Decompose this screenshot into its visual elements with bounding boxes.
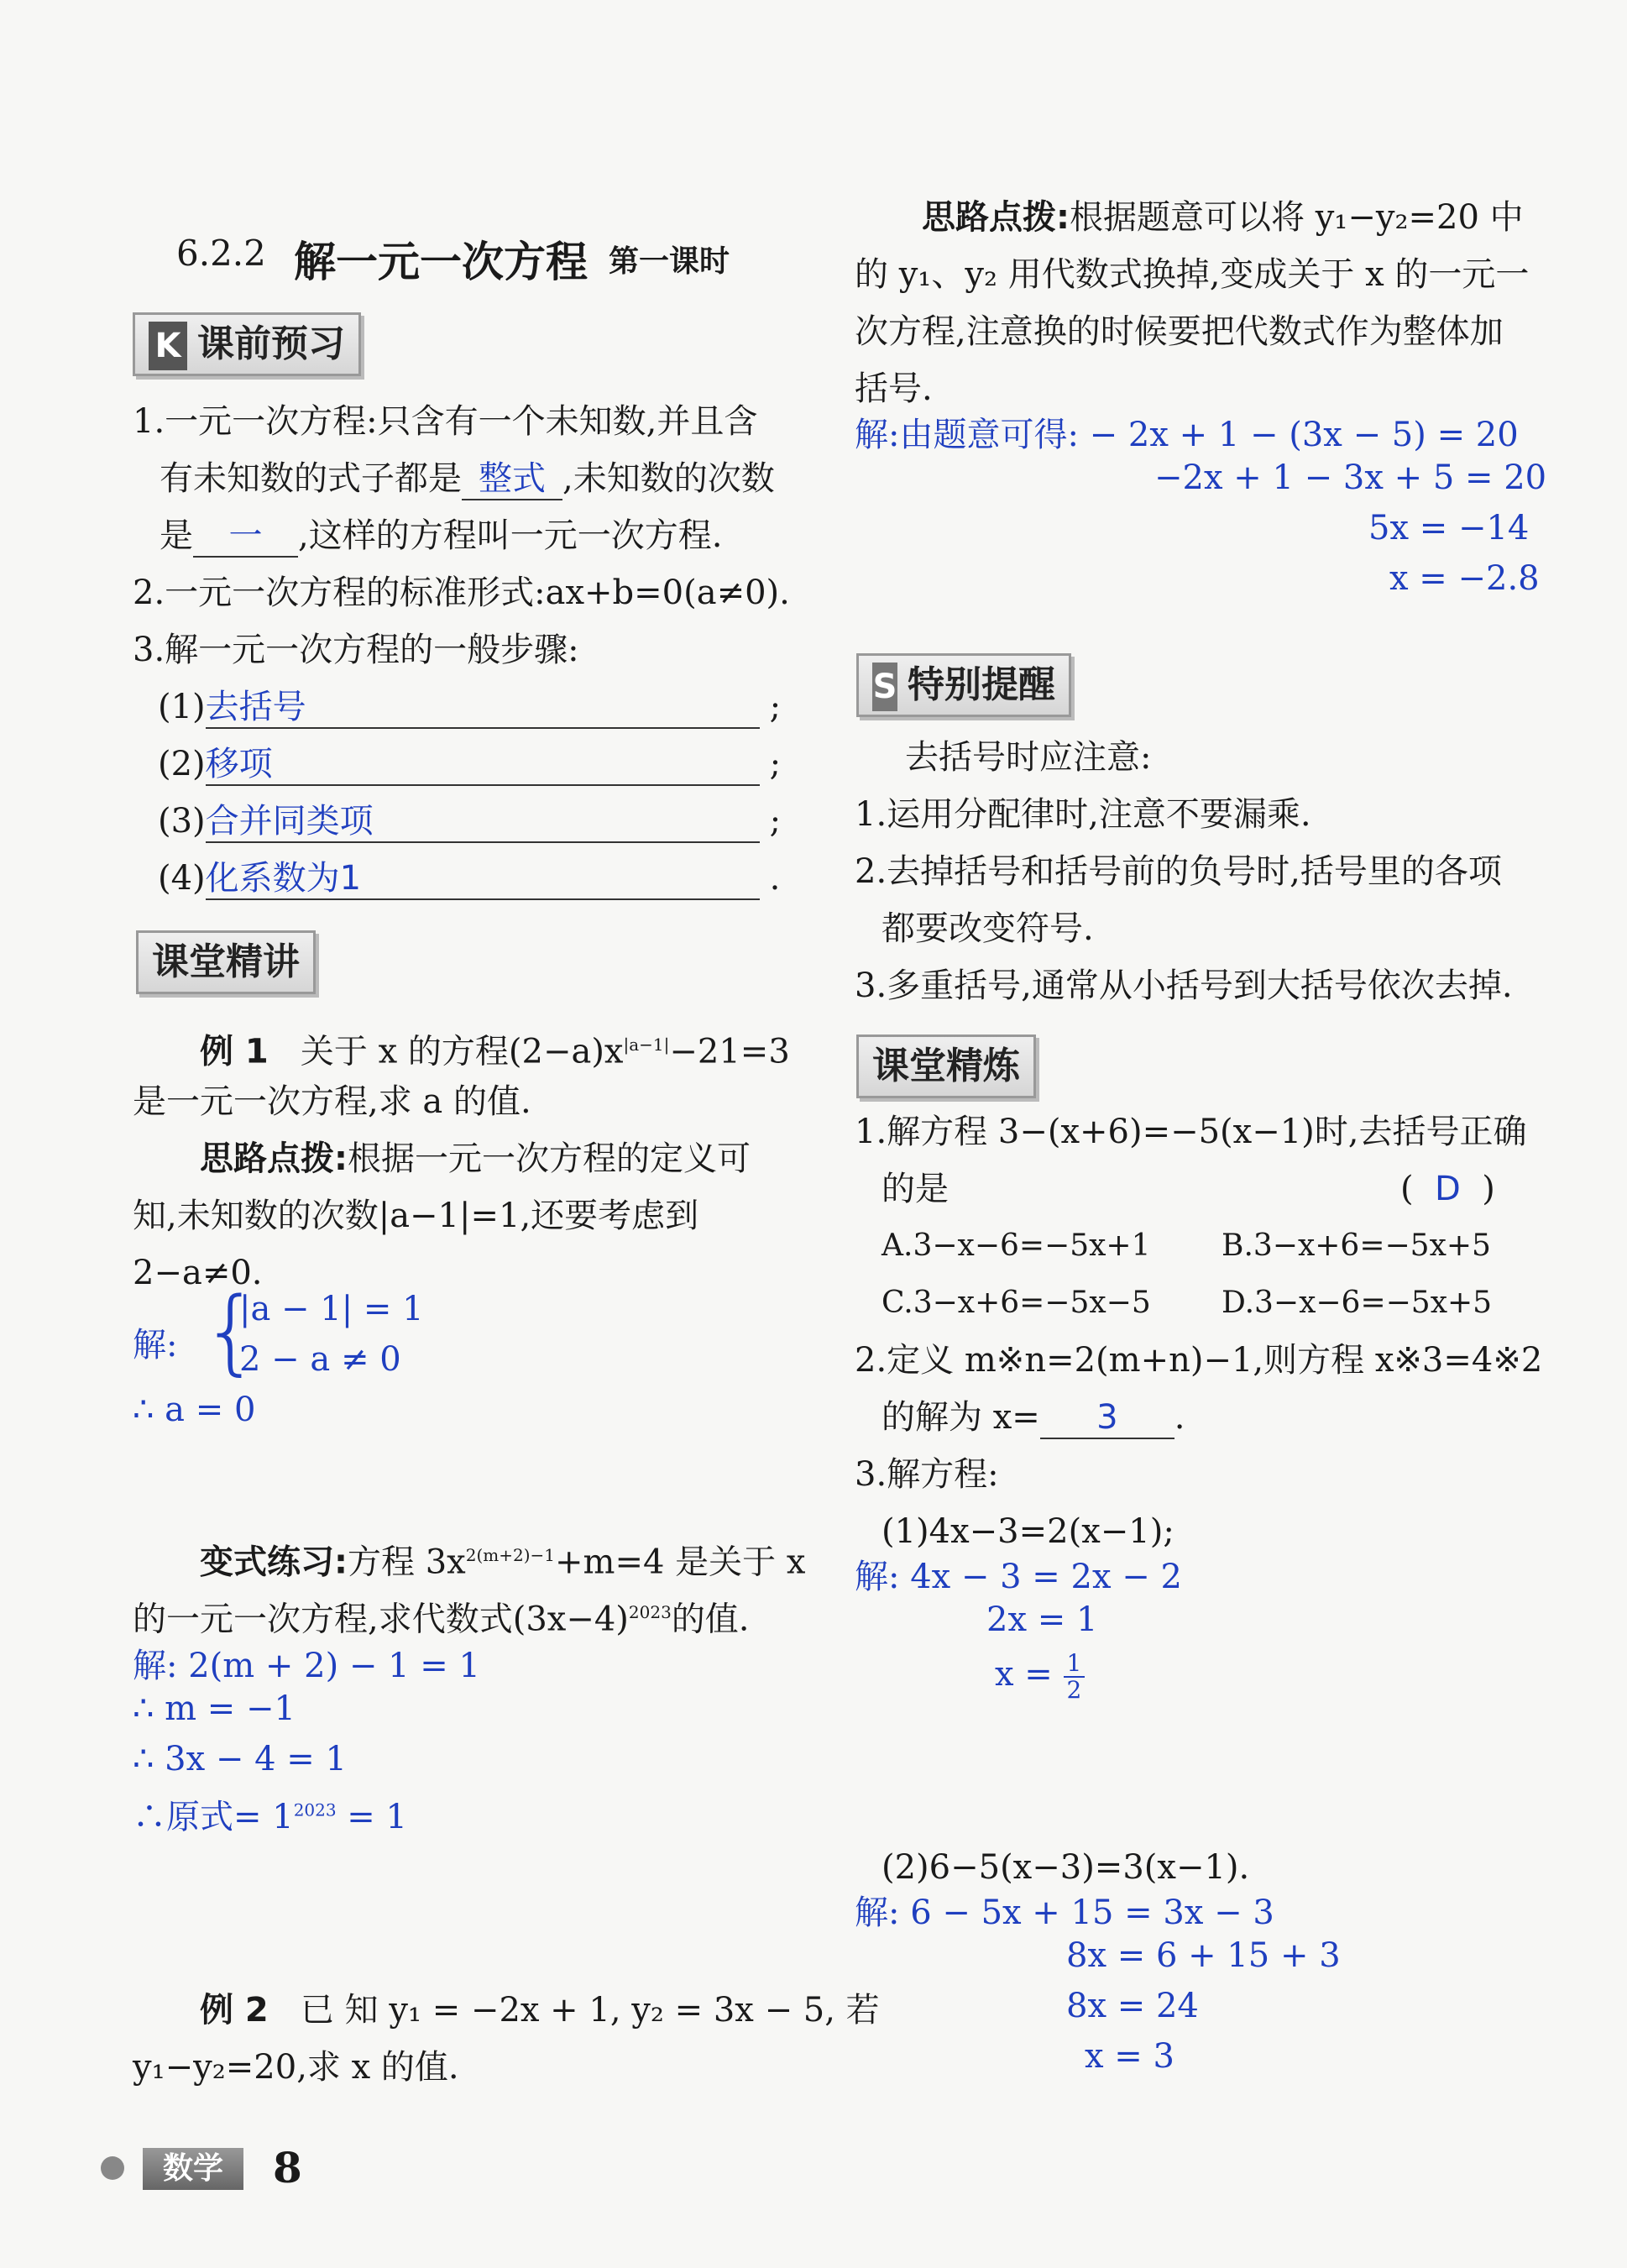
example1-hint-line2: 知,未知数的次数|a−1|=1,还要考虑到 bbox=[133, 1197, 699, 1235]
preview-q1-line3 bbox=[160, 516, 722, 558]
step-4 bbox=[158, 858, 780, 900]
right-hint-line2: 的 y₁、y₂ 用代数式换掉,变成关于 x 的一元一 bbox=[855, 255, 1530, 294]
p3-sol2-3: 8x = 24 bbox=[1066, 1987, 1199, 2025]
subject-badge: 数学 bbox=[143, 2148, 243, 2190]
brace-icon: { bbox=[201, 1277, 260, 1385]
p3-sol2-1: 解: 6 − 5x + 15 = 3x − 3 bbox=[855, 1893, 1274, 1932]
variant-exponent-2: 2023 bbox=[628, 1602, 672, 1622]
example1-solution-label: 解: bbox=[133, 1326, 178, 1364]
step-2-answer: 移项 bbox=[206, 744, 760, 786]
step-4-answer: 化系数为1 bbox=[206, 858, 760, 900]
example1-text: 关于 x 的方程(2−a)x bbox=[300, 1032, 624, 1071]
lesson-subtitle: 第一课时 bbox=[609, 244, 730, 279]
special-line-2: 2.去掉括号和括号前的负号时,括号里的各项 bbox=[855, 852, 1502, 891]
step-1-num: (1) bbox=[158, 688, 206, 726]
footer-dot-icon bbox=[101, 2156, 124, 2180]
frac-num: 1 bbox=[1064, 1651, 1086, 1678]
q1-text-b: 有未知数的式子都是 bbox=[160, 459, 462, 498]
s-icon: S bbox=[872, 663, 897, 711]
p3-sol1-2: 2x = 1 bbox=[986, 1600, 1098, 1639]
step-3 bbox=[158, 801, 781, 843]
example2-line1 bbox=[200, 1990, 880, 2030]
right-hint-text-1: 根据题意可以将 y₁−y₂=20 中 bbox=[1070, 198, 1524, 237]
p3-sol1-3-text: x = bbox=[995, 1655, 1053, 1694]
step-1-answer: 去括号 bbox=[206, 687, 760, 729]
example1-label: 例 1 bbox=[200, 1032, 269, 1071]
step-2 bbox=[158, 744, 781, 786]
fraction-one-half bbox=[1064, 1651, 1086, 1703]
right-sol-2: −2x + 1 − 3x + 5 = 20 bbox=[1154, 458, 1547, 497]
p3-sub1: (1)4x−3=2(x−1); bbox=[882, 1512, 1174, 1551]
variant-text-a: 方程 3x bbox=[348, 1543, 466, 1582]
p1-option-a: A.3−x−6=−5x+1 bbox=[882, 1228, 1151, 1263]
variant-sol-3: ∴ 3x − 4 = 1 bbox=[133, 1740, 347, 1778]
example2-text: 已 知 y₁ = −2x + 1, y₂ = 3x − 5, 若 bbox=[300, 1991, 880, 2030]
special-line-3: 都要改变符号. bbox=[882, 909, 1094, 948]
p1-answer: D bbox=[1435, 1170, 1461, 1208]
variant-text-b: +m=4 是关于 x bbox=[555, 1543, 806, 1582]
step-3-num: (3) bbox=[158, 802, 206, 841]
step-4-end: . bbox=[769, 859, 781, 898]
right-sol-4: x = −2.8 bbox=[1389, 559, 1540, 598]
p3-sol1-1: 解: 4x − 3 = 2x − 2 bbox=[855, 1558, 1182, 1596]
p1-option-b: B.3−x+6=−5x+5 bbox=[1222, 1228, 1491, 1263]
practice-header: 课堂精炼 bbox=[856, 1034, 1036, 1098]
preview-q3: 3.解一元一次方程的一般步骤: bbox=[133, 631, 579, 669]
right-sol-3: 5x = −14 bbox=[1368, 509, 1530, 547]
example1-result: ∴ a = 0 bbox=[133, 1391, 256, 1429]
variant-line2 bbox=[133, 1592, 750, 1639]
p2-line2 bbox=[882, 1397, 1185, 1439]
system-eq-1: |a − 1| = 1 bbox=[239, 1290, 424, 1328]
variant-text-c: 的一元一次方程,求代数式(3x−4) bbox=[133, 1600, 629, 1639]
p1-option-c: C.3−x+6=−5x−5 bbox=[882, 1286, 1151, 1320]
page-title: 解一元一次方程 bbox=[294, 238, 588, 286]
example1-line2: 是一元一次方程,求 a 的值. bbox=[133, 1082, 531, 1121]
q1-text-e: ,这样的方程叫一元一次方程. bbox=[298, 516, 723, 555]
special-header bbox=[856, 653, 1071, 717]
right-hint-line1 bbox=[922, 197, 1524, 238]
variant-sol-4 bbox=[133, 1790, 407, 1838]
p3-sol2-4: x = 3 bbox=[1085, 2037, 1174, 2076]
preview-q1-line2 bbox=[160, 458, 775, 500]
p3-line1: 3.解方程: bbox=[855, 1455, 999, 1494]
answer-yi: 一 bbox=[193, 516, 298, 558]
p3-sol1-3 bbox=[995, 1651, 1085, 1703]
special-line-4: 3.多重括号,通常从小括号到大括号依次去掉. bbox=[855, 966, 1513, 1005]
step-3-answer: 合并同类项 bbox=[206, 801, 760, 843]
variant-sol-2: ∴ m = −1 bbox=[133, 1689, 296, 1728]
p2-end: . bbox=[1174, 1398, 1185, 1437]
q1-text-c: ,未知数的次数 bbox=[562, 459, 775, 498]
preview-header bbox=[133, 312, 361, 376]
p1-line2: 的是 bbox=[882, 1170, 949, 1208]
step-1-end: ; bbox=[769, 688, 782, 726]
p1-line1: 1.解方程 3−(x+6)=−5(x−1)时,去括号正确 bbox=[855, 1113, 1527, 1151]
p3-sub2: (2)6−5(x−3)=3(x−1). bbox=[882, 1848, 1250, 1887]
special-header-label: 特别提醒 bbox=[908, 663, 1055, 706]
page-number: 8 bbox=[273, 2143, 302, 2192]
special-line-0: 去括号时应注意: bbox=[905, 738, 1152, 777]
step-2-num: (2) bbox=[158, 745, 206, 783]
p1-paren-close: ) bbox=[1482, 1170, 1495, 1208]
hint-label: 思路点拨: bbox=[200, 1139, 348, 1178]
right-sol-1: 解:由题意可得: − 2x + 1 − (3x − 5) = 20 bbox=[855, 416, 1519, 454]
right-hint-line3: 次方程,注意换的时候要把代数式作为整体加 bbox=[855, 312, 1504, 351]
p2-line1: 2.定义 m※n=2(m+n)−1,则方程 x※3=4※2 bbox=[855, 1341, 1543, 1380]
p2-answer: 3 bbox=[1040, 1397, 1174, 1439]
k-icon: K bbox=[149, 322, 187, 370]
preview-q1-line1: 1.一元一次方程:只含有一个未知数,并且含 bbox=[133, 402, 758, 441]
step-3-end: ; bbox=[769, 802, 782, 841]
step-2-end: ; bbox=[769, 745, 782, 783]
example1-hint-line1 bbox=[200, 1139, 751, 1179]
answer-zhengshi: 整式 bbox=[462, 458, 562, 500]
p1-paren-open: ( bbox=[1400, 1170, 1414, 1208]
variant-text-d: 的值. bbox=[671, 1600, 750, 1639]
variant-sol-1: 解: 2(m + 2) − 1 = 1 bbox=[133, 1647, 480, 1685]
hint-text-1: 根据一元一次方程的定义可 bbox=[348, 1139, 751, 1178]
variant-line1 bbox=[200, 1535, 805, 1582]
q1-text-d: 是 bbox=[160, 516, 193, 555]
p2-text: 的解为 x= bbox=[882, 1398, 1040, 1437]
variant-sol-4b: = 1 bbox=[336, 1798, 407, 1836]
example1-exponent: |a−1| bbox=[623, 1034, 670, 1055]
example1-line1 bbox=[200, 1024, 790, 1071]
variant-sol-4a: ∴原式= 1 bbox=[133, 1798, 294, 1836]
frac-den: 2 bbox=[1066, 1676, 1082, 1704]
example1-text-b: −21=3 bbox=[669, 1032, 790, 1071]
preview-q2: 2.一元一次方程的标准形式:ax+b=0(a≠0). bbox=[133, 574, 790, 612]
example1-hint-line3: 2−a≠0. bbox=[133, 1254, 263, 1292]
preview-header-label: 课前预习 bbox=[197, 322, 345, 365]
step-4-num: (4) bbox=[158, 859, 206, 898]
system-eq-2: 2 − a ≠ 0 bbox=[239, 1340, 401, 1379]
p3-sol2-2: 8x = 6 + 15 + 3 bbox=[1066, 1936, 1341, 1975]
example2-label: 例 2 bbox=[200, 1991, 269, 2030]
p1-answer-paren bbox=[1400, 1169, 1495, 1209]
right-hint-line4: 括号. bbox=[855, 369, 933, 408]
step-1 bbox=[158, 687, 781, 729]
section-number: 6.2.2 bbox=[176, 233, 266, 274]
p1-option-d: D.3−x−6=−5x+5 bbox=[1222, 1286, 1493, 1320]
variant-sol-4-exp: 2023 bbox=[293, 1799, 337, 1820]
lecture-header: 课堂精讲 bbox=[136, 930, 316, 994]
special-line-1: 1.运用分配律时,注意不要漏乘. bbox=[855, 795, 1311, 834]
variant-exponent: 2(m+2)−1 bbox=[465, 1545, 555, 1565]
variant-label: 变式练习: bbox=[200, 1543, 348, 1582]
right-hint-label: 思路点拨: bbox=[922, 198, 1070, 237]
example2-line2: y₁−y₂=20,求 x 的值. bbox=[133, 2048, 459, 2087]
